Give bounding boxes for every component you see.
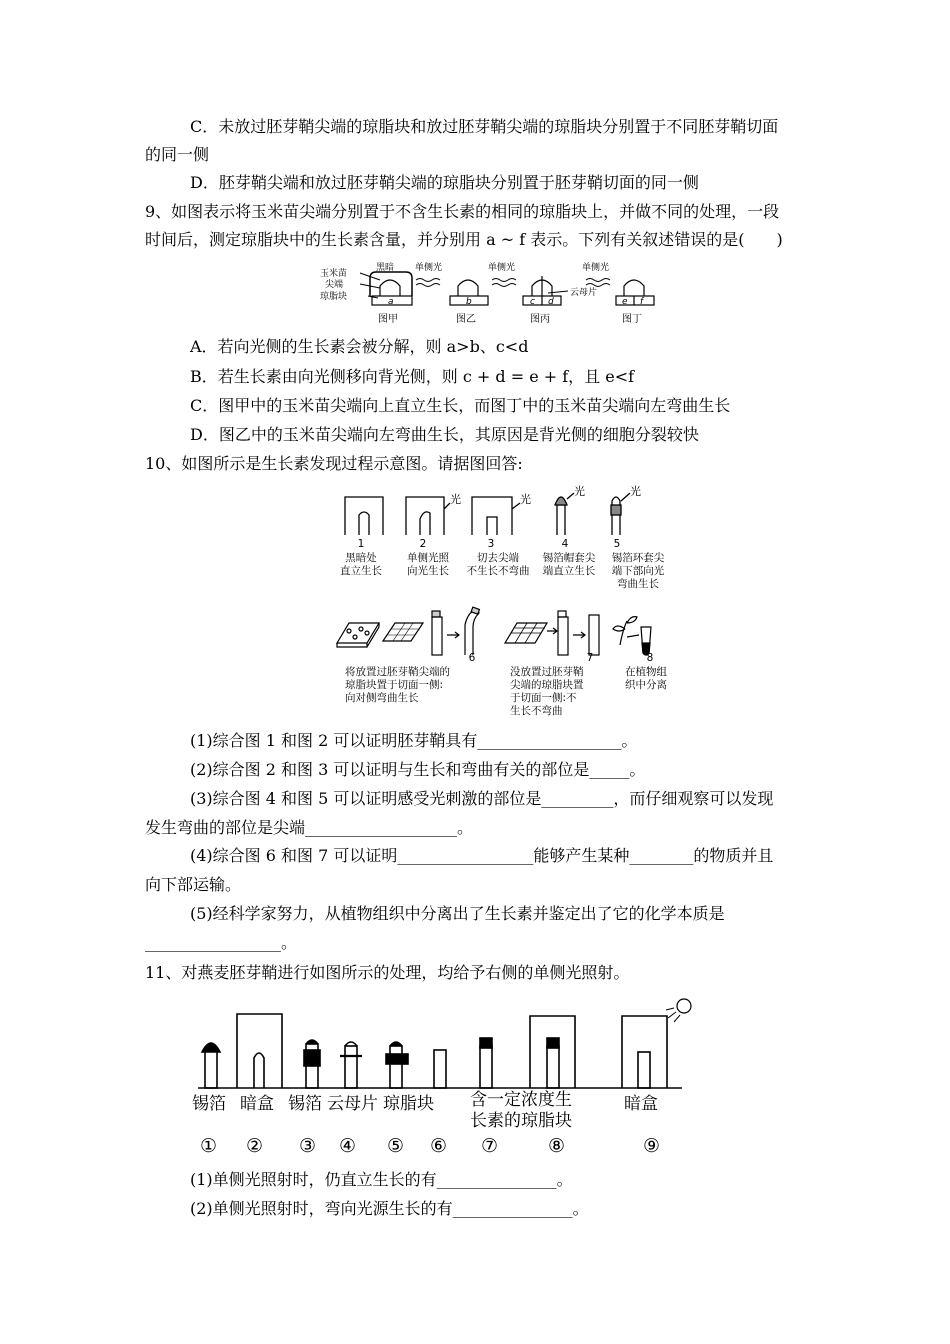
q10-sub-5-line2: _________________。 — [145, 933, 298, 952]
fig10-caption-3: 切去尖端 不生长不弯曲 — [466, 552, 530, 577]
q11-sub-1: (1)单侧光照射时，仍直立生长的有_______________。 — [190, 1170, 573, 1189]
fig10-caption-8: 在植物组 织中分离 — [625, 666, 667, 691]
fig11-num-4: ④ — [339, 1135, 357, 1157]
fig11-label-auxin-line1: 含一定浓度生 — [470, 1090, 572, 1110]
fig9-light-label-yi: 单侧光 — [415, 263, 443, 273]
question-9-line2: 时间后，测定琼脂块中的生长素含量，并分别用 a ~ f 表示。下列有关叙述错误的是( ) — [145, 230, 783, 249]
fig10-num-2: 2 — [419, 538, 427, 550]
fig10-num-5: 5 — [613, 538, 621, 550]
fig9-caption-ding: 图丁 — [622, 314, 642, 325]
fig10-tray-6 — [337, 623, 379, 643]
fig11-num-5: ⑤ — [387, 1135, 405, 1157]
fig9-panel-bing — [523, 276, 561, 305]
q11-sub-2: (2)单侧光照射时，弯向光源生长的有_______________。 — [190, 1199, 589, 1218]
fig9-light-label-bing: 单侧光 — [488, 263, 516, 273]
fig10-light-3: 光 — [520, 493, 531, 506]
fig9-wave-ding — [586, 279, 610, 287]
fig10-caption-6: 将放置过胚芽鞘尖端的 琼脂块置于切面一侧: 向对侧弯曲生长 — [345, 666, 450, 704]
fig11-num-7: ⑦ — [481, 1135, 499, 1157]
fig10-light-5: 光 — [630, 485, 641, 498]
fig11-label-foil-3: 锡箔 — [288, 1094, 322, 1114]
q10-sub-3-line1: (3)综合图 4 和图 5 可以证明感受光刺激的部位是_________，而仔细观察可以发现 — [190, 789, 774, 808]
fig10-light-2: 光 — [450, 493, 461, 506]
question-10: 10、如图所示是生长素发现过程示意图。请据图回答: — [145, 454, 523, 473]
q10-sub-2: (2)综合图 2 和图 3 可以证明与生长和弯曲有关的部位是_____。 — [190, 760, 646, 779]
fig11-label-darkbox-9: 暗盒 — [624, 1094, 658, 1114]
fig11-num-1: ① — [200, 1135, 218, 1157]
fig11-num-6: ⑥ — [430, 1135, 448, 1157]
fig10-box-2 — [406, 497, 444, 535]
fig11-stem-5 — [390, 1046, 402, 1088]
fig10-stem-7b — [589, 615, 599, 655]
option-9c: C．图甲中的玉米苗尖端向上直立生长，而图丁中的玉米苗尖端向左弯曲生长 — [190, 396, 731, 415]
fig10-bent-6 — [465, 611, 479, 655]
fig9-dark-label: 黑暗 — [376, 263, 395, 273]
fig9-letter-f: f — [640, 297, 644, 307]
figure-10-top — [340, 485, 680, 545]
fig10-box-3 — [472, 497, 512, 535]
fig11-stem-4 — [345, 1046, 357, 1088]
fig11-box-8 — [530, 1016, 575, 1088]
question-11: 11、对燕麦胚芽鞘进行如图所示的处理，均给予右侧的单侧光照射。 — [145, 963, 630, 982]
option-d: D．胚芽鞘尖端和放过胚芽鞘尖端的琼脂块分别置于胚芽鞘切面的同一侧 — [190, 173, 699, 192]
fig9-wave-bing — [492, 279, 516, 287]
fig9-mica-label: 云母片 — [570, 288, 598, 298]
fig10-num-6: 6 — [468, 652, 476, 664]
fig9-letter-d: d — [548, 297, 554, 307]
fig11-num-3: ③ — [299, 1135, 317, 1157]
q10-sub-3-line2: 发生弯曲的部位是尖端___________________。 — [145, 818, 474, 837]
figure-9 — [320, 258, 660, 328]
fig11-label-foil-1: 锡箔 — [192, 1094, 226, 1114]
fig10-num-3: 3 — [487, 538, 495, 550]
q10-sub-5-line1: (5)经科学家努力，从植物组织中分离出了生长素并鉴定出了它的化学本质是 — [190, 904, 725, 923]
fig9-caption-jia: 图甲 — [378, 314, 398, 325]
fig9-letter-b: b — [466, 297, 472, 307]
fig11-label-auxin-line2: 长素的琼脂块 — [470, 1111, 572, 1131]
fig11-box-2 — [237, 1014, 282, 1088]
fig9-label-seedling: 玉米苗 — [320, 269, 348, 279]
fig11-label-mica: 云母片 — [327, 1094, 378, 1114]
fig9-letter-c: c — [530, 297, 535, 307]
q10-sub-1: (1)综合图 1 和图 2 可以证明胚芽鞘具有__________________。 — [190, 731, 638, 750]
option-c-line1: C．未放过胚芽鞘尖端的琼脂块和放过胚芽鞘尖端的琼脂块分别置于不同胚芽鞘切面 — [190, 117, 779, 136]
fig9-wave-yi — [416, 279, 440, 287]
fig10-num-1: 1 — [357, 538, 365, 550]
fig10-caption-5: 锡箔环套尖 端下部向光 弯曲生长 — [611, 552, 665, 590]
fig11-label-darkbox-2: 暗盒 — [240, 1094, 274, 1114]
fig11-num-8: ⑧ — [548, 1135, 566, 1157]
figure-10-bottom — [335, 605, 665, 665]
fig10-num-8: 8 — [646, 652, 654, 664]
fig11-stem-7 — [480, 1046, 492, 1088]
fig9-letter-e: e — [622, 297, 628, 307]
fig10-stem-4 — [557, 505, 565, 535]
fig11-num-9: ⑨ — [643, 1135, 661, 1157]
fig10-stem-5 — [612, 497, 620, 535]
fig9-caption-bing: 图丙 — [530, 314, 550, 325]
fig10-light-4: 光 — [574, 485, 585, 498]
fig10-caption-2: 单侧光照 向光生长 — [407, 552, 449, 577]
fig10-num-7: 7 — [586, 652, 594, 664]
fig10-num-4: 4 — [561, 538, 569, 550]
fig10-box-1 — [345, 497, 383, 535]
fig11-stem-6 — [434, 1050, 446, 1088]
q10-sub-4-line2: 向下部运输。 — [145, 875, 242, 894]
fig11-num-2: ② — [246, 1135, 264, 1157]
fig10-caption-4: 锡箔帽套尖 端直立生长 — [542, 552, 596, 577]
fig10-plant-8 — [613, 617, 637, 645]
option-9b: B．若生长素由向光侧移向背光侧，则 c + d = e + f，且 e<f — [190, 367, 635, 386]
fig11-stem-1 — [205, 1050, 217, 1088]
fig10-stem-7 — [558, 617, 568, 655]
option-c-line2: 的同一侧 — [145, 145, 210, 164]
option-9d: D．图乙中的玉米苗尖端向左弯曲生长，其原因是背光侧的细胞分裂较快 — [190, 425, 699, 444]
figure-11 — [190, 994, 700, 1094]
fig9-letter-a: a — [388, 297, 394, 307]
fig9-caption-yi: 图乙 — [456, 314, 476, 325]
fig10-caption-1: 黑暗处 直立生长 — [340, 552, 382, 577]
fig10-caption-7: 没放置过胚芽鞘 尖端的琼脂块置 于切面一侧:不 生长不弯曲 — [510, 666, 584, 717]
fig9-label-agar: 琼脂块 — [320, 292, 348, 302]
fig10-stem-6 — [432, 617, 442, 655]
fig9-label-tip: 尖端 — [325, 280, 344, 290]
fig9-light-label-ding: 单侧光 — [582, 263, 610, 273]
q10-sub-4-line1: (4)综合图 6 和图 7 可以证明_________________能够产生某种________的物质并且 — [190, 846, 774, 865]
fig11-label-agar: 琼脂块 — [383, 1094, 434, 1114]
question-9-line1: 9、如图表示将玉米苗尖端分别置于不含生长素的相同的琼脂块上，并做不同的处理，一段 — [145, 202, 780, 221]
fig11-sun — [677, 999, 691, 1013]
option-9a: A．若向光侧的生长素会被分解，则 a>b、c<d — [190, 337, 529, 356]
